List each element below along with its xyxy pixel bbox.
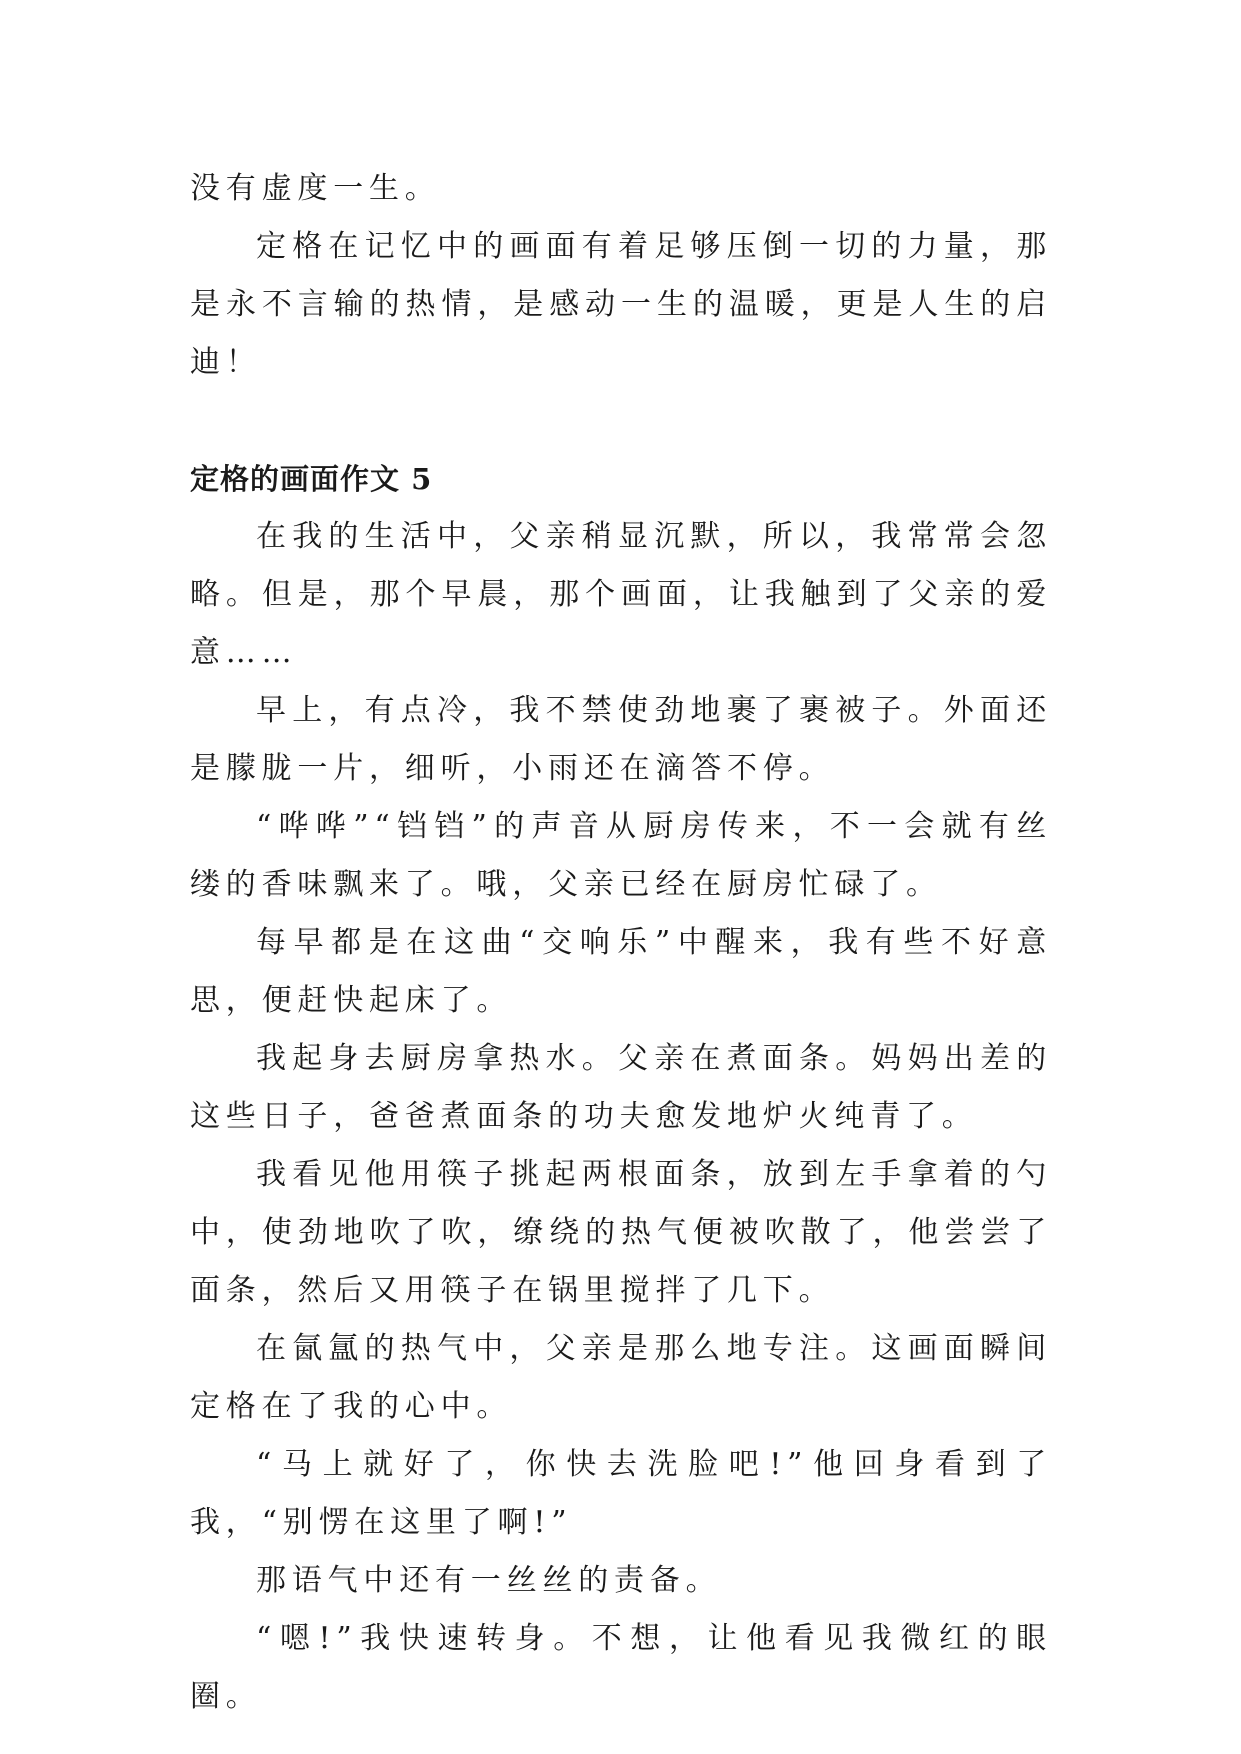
- paragraph: “马上就好了，你快去洗脸吧!”他回身看到了我，“别愣在这里了啊!”: [190, 1447, 1052, 1540]
- paragraph-continuation: 没有虚度一生。: [190, 171, 441, 206]
- paragraph: 早上，有点冷，我不禁使劲地裹了裹被子。外面还是朦胧一片，细听，小雨还在滴答不停。: [190, 693, 1052, 786]
- paragraph-conclusion: 定格在记忆中的画面有着足够压倒一切的力量，那是永不言输的热情，是感动一生的温暖，更是人生的启迪！: [190, 229, 1052, 380]
- paragraph: 我看见他用筷子挑起两根面条，放到左手拿着的勺中，使劲地吹了吹，缭绕的热气便被吹散了，他尝尝了面条，然后又用筷子在锅里搅拌了几下。: [190, 1157, 1052, 1308]
- paragraph: 每早都是在这曲“交响乐”中醒来，我有些不好意思，便赶快起床了。: [190, 925, 1052, 1018]
- paragraph: 在氤氲的热气中，父亲是那么地专注。这画面瞬间定格在了我的心中。: [190, 1331, 1052, 1424]
- essay-heading: 定格的画面作文 5: [190, 462, 433, 496]
- paragraph: 那语气中还有一丝丝的责备。: [256, 1563, 722, 1598]
- document-page: [190, 160, 1052, 1726]
- paragraph: 在我的生活中，父亲稍显沉默，所以，我常常会忽略。但是，那个早晨，那个画面，让我触到了父亲的爱意……: [190, 519, 1052, 670]
- paragraph: “嗯!”我快速转身。不想，让他看见我微红的眼圈。: [190, 1621, 1052, 1714]
- paragraph: 我起身去厨房拿热水。父亲在煮面条。妈妈出差的这些日子，爸爸煮面条的功夫愈发地炉火纯青了。: [190, 1041, 1052, 1134]
- paragraph: “哗哗”“铛铛”的声音从厨房传来，不一会就有丝缕的香味飘来了。哦，父亲已经在厨房忙碌了。: [190, 809, 1052, 902]
